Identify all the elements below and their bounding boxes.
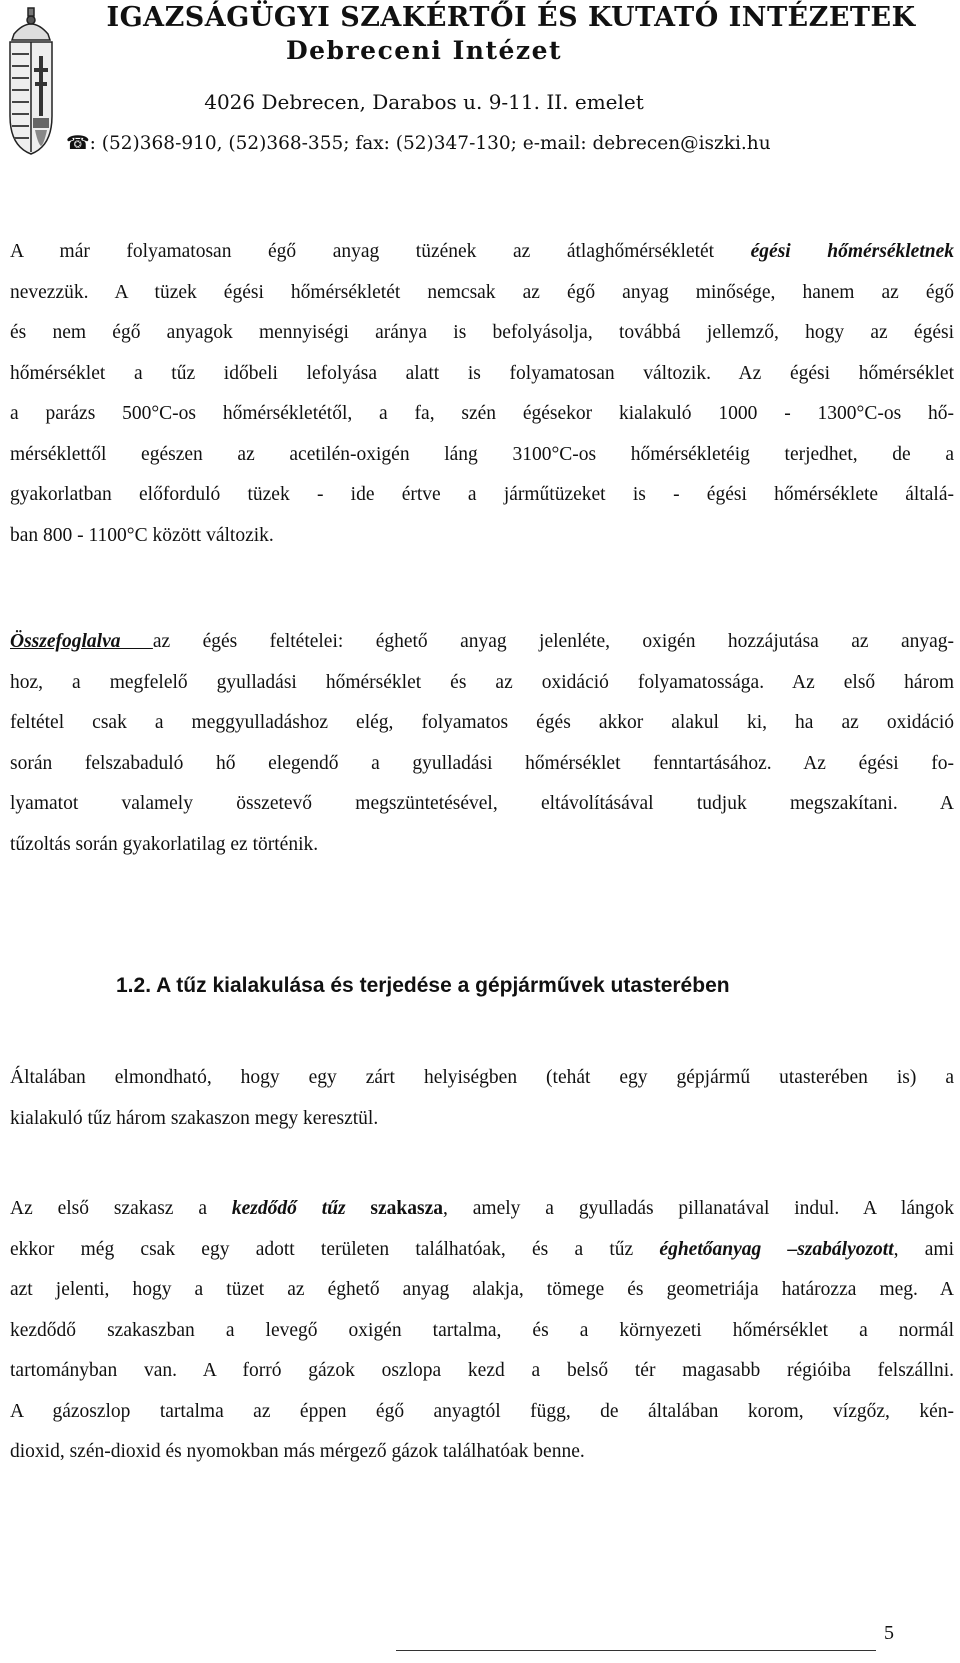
branch-name: Debreceni Intézet bbox=[285, 36, 563, 65]
coat-of-arms-logo bbox=[4, 6, 58, 156]
footer-rule bbox=[396, 1650, 876, 1651]
text-line: Általában elmondható, hogy egy zárt helyiségben (tehát egy gépjármű utasterében is) a bbox=[10, 1067, 954, 1088]
telephone-icon: ☎ bbox=[66, 132, 90, 154]
text-line: hoz, a megfelelő gyulladási hőmérséklet és az oxidáció folyamatossága. Az első három bbox=[10, 671, 954, 693]
text-line: gyakorlatban előforduló tüzek - ide értve a járműtüzeket is - égési hőmérséklete általá- bbox=[10, 484, 954, 505]
text-run: Az első szakasz a bbox=[10, 1198, 232, 1219]
section-heading: 1.2. A tűz kialakulása és terjedése a gépjárművek utasterében bbox=[116, 974, 730, 997]
text-line bbox=[10, 1189, 954, 1230]
text-line: hőmérséklet a tűz időbeli lefolyása alatt is folyamatosan változik. Az égési hőmérséklet bbox=[10, 362, 954, 384]
paragraph-summary bbox=[10, 622, 954, 865]
paragraph-combustion-temperature bbox=[10, 232, 954, 556]
text-run: az égés feltételei: éghető anyag jelenléte, oxigén hozzájutása az anyag- bbox=[152, 631, 954, 652]
emphasis-term: éghetőanyag –szabályozott bbox=[659, 1238, 894, 1260]
paragraph-initial-fire-stage bbox=[10, 1189, 954, 1473]
text-line: tűzoltás során gyakorlatilag ez történik. bbox=[10, 833, 319, 855]
text-line bbox=[10, 232, 954, 273]
contact-line bbox=[66, 132, 956, 154]
text-run: ekkor még csak egy adott területen találhatóak, és a tűz bbox=[10, 1238, 660, 1260]
text-line: azt jelenti, hogy a tüzet az éghető anyag alakja, tömege és geometriája határozza meg. A bbox=[10, 1279, 954, 1300]
emphasis-term: szakasza bbox=[345, 1198, 444, 1219]
text-line: tartományban van. A forró gázok oszlopa kezd a belső tér magasabb régióiba felszállni. bbox=[10, 1360, 954, 1381]
emphasis-term: kezdődő tűz bbox=[231, 1198, 346, 1219]
text-line: és nem égő anyagok mennyiségi aránya is befolyásolja, továbbá jellemző, hogy az égési bbox=[10, 322, 954, 343]
text-line bbox=[10, 1230, 954, 1271]
text-line: A gázoszlop tartalma az éppen égő anyagtól függ, de általában korom, vízgőz, kén- bbox=[10, 1400, 954, 1422]
text-line: nevezzük. A tüzek égési hőmérsékletét nemcsak az égő anyag minősége, hanem az égő bbox=[10, 281, 954, 303]
text-run: A már folyamatosan égő anyag tüzének az átlaghőmérsékletét bbox=[10, 241, 751, 262]
text-line: során felszabaduló hő elegendő a gyulladási hőmérséklet fenntartásához. Az égési fo- bbox=[10, 752, 954, 774]
text-line: mérséklettől egészen az acetilén-oxigén láng 3100°C-os hőmérsékletéig terjedhet, de a bbox=[10, 443, 954, 465]
text-line: ban 800 - 1100°C között változik. bbox=[10, 524, 274, 546]
text-line: lyamatot valamely összetevő megszüntetésével, eltávolításával tudjuk megszakítani. A bbox=[10, 793, 954, 814]
text-line: dioxid, szén-dioxid és nyomokban más mérgező gázok találhatóak benne. bbox=[10, 1441, 585, 1462]
institute-name: IGAZSÁGÜGYI SZAKÉRTŐI ÉS KUTATÓ INTÉZETEK bbox=[106, 2, 916, 33]
text-run: , amely a gyulladás pillanatával indul. A lángok bbox=[443, 1198, 954, 1219]
text-line: kialakuló tűz három szakaszon megy keresztül. bbox=[10, 1107, 379, 1129]
institute-address: 4026 Debrecen, Darabos u. 9-11. II. emelet bbox=[204, 90, 644, 114]
text-line: feltétel csak a meggyulladáshoz elég, folyamatos égés akkor alakul ki, ha az oxidáció bbox=[10, 712, 954, 733]
paragraph-fire-stages-intro bbox=[10, 1058, 954, 1139]
text-line: a parázs 500°C-os hőmérsékletétől, a fa, szén égésekor kialakuló 1000 - 1300°C-os hő- bbox=[10, 403, 954, 424]
text-run: , ami bbox=[893, 1238, 954, 1260]
page-number: 5 bbox=[884, 1622, 894, 1644]
text-run: Összefoglalva bbox=[10, 631, 153, 652]
contact-details: : (52)368-910, (52)368-355; fax: (52)347-130; e-mail: debrecen@iszki.hu bbox=[89, 133, 771, 154]
text-line bbox=[10, 622, 954, 663]
summary-label bbox=[10, 631, 153, 652]
text-line: kezdődő szakaszban a levegő oxigén tartalma, és a környezeti hőmérséklet a normál bbox=[10, 1319, 954, 1341]
emphasis-term: égési hőmérsékletnek bbox=[750, 241, 954, 262]
